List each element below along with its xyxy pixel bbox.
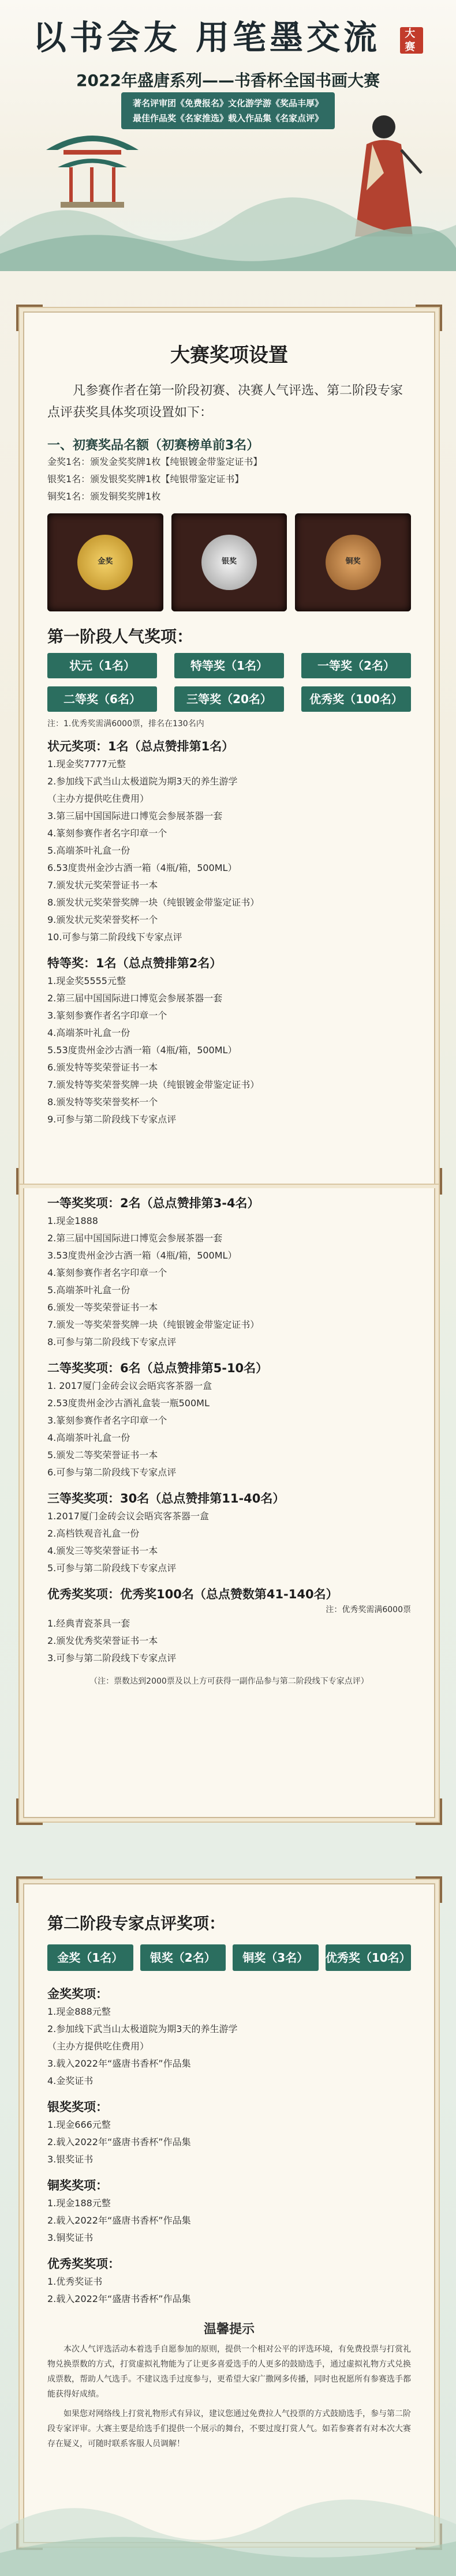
award-line: 7.颁发一等奖荣誉奖牌一块（纯银镀金带鉴定证书） <box>47 1319 260 1330</box>
award-line: 4.篆刻参赛作者名字印章一个 <box>47 1267 167 1278</box>
stage2-tier-grid <box>47 1944 411 1971</box>
award-line: 7.颁发状元奖荣誉证书一本 <box>47 880 158 891</box>
initial-award-line: 金奖1名：颁发金奖奖牌1枚【纯银镀金带鉴定证书】 <box>47 456 263 467</box>
award-line: 8.可参与第二阶段线下专家点评 <box>47 1336 177 1347</box>
award-line: 5.颁发二等奖荣誉证书一本 <box>47 1450 158 1460</box>
silver-award-heading: 银奖奖项： <box>47 2100 108 2114</box>
tier-badge: 银奖（2名） <box>140 1944 226 1971</box>
award-line: 8.颁发状元奖荣誉奖牌一块（纯银镀金带鉴定证书） <box>47 897 260 908</box>
award-line: 3.篆刻参赛作者名字印章一个 <box>47 1010 167 1021</box>
mountain-scenery <box>0 156 456 271</box>
top-award-heading: 状元奖项：1名（总点赞排第1名） <box>47 739 234 753</box>
award-line: 9.可参与第二阶段线下专家点评 <box>47 1114 177 1125</box>
tier-badge: 金奖（1名） <box>47 1944 133 1971</box>
award-line: 3.铜奖证书 <box>47 2232 94 2243</box>
awards-title: 大赛奖项设置 <box>170 344 288 367</box>
medal-showcase <box>47 513 411 611</box>
award-line: 2.载入2022年“盛唐书香杯”作品集 <box>47 2215 191 2226</box>
award-line: 2.53度贵州金沙古酒礼盒装一瓶500ML <box>47 1398 210 1409</box>
corner-ornament <box>416 305 442 331</box>
awards-panel-continued <box>23 1188 435 1818</box>
bronze-award-heading: 铜奖奖项： <box>47 2179 108 2192</box>
corner-ornament <box>16 1876 43 1903</box>
bottom-mountain-scenery <box>0 2426 456 2576</box>
corner-ornament <box>16 305 43 331</box>
tier-badge: 状元（1名） <box>47 653 157 678</box>
award-line: 4.高端茶叶礼盒一份 <box>47 1027 130 1038</box>
award-line: 5.高端茶叶礼盒一份 <box>47 1285 130 1295</box>
award-line: 3.篆刻参赛作者名字印章一个 <box>47 1415 167 1426</box>
corner-ornament <box>416 1876 442 1903</box>
event-title: 2022年盛唐系列——书香杯全国书画大赛 <box>76 71 380 90</box>
award-line: 10.可参与第二阶段线下专家点评 <box>47 932 182 942</box>
tier-badge: 一等奖（2名） <box>301 653 411 678</box>
award-line: 4.篆刻参赛作者名字印章一个 <box>47 828 167 839</box>
award-line: 3.53度贵州金沙古酒一箱（4瓶/箱，500ML） <box>47 1250 237 1261</box>
award-line: 1.经典青瓷茶具一套 <box>47 1618 130 1629</box>
stage1-heading: 第一阶段人气奖项： <box>47 627 193 646</box>
award-line: 2.参加线下武当山太极道院为期3天的养生游学 <box>47 776 238 787</box>
bronze-medal-image: 铜奖 <box>295 513 411 611</box>
award-line: 2.颁发优秀奖荣誉证书一本 <box>47 1635 158 1646</box>
gold-award-heading: 金奖奖项： <box>47 1987 108 2001</box>
award-line: 1.现金1888 <box>47 1215 98 1226</box>
award-line: 1.现金888元整 <box>47 2006 111 2017</box>
award-line: 3.银奖证书 <box>47 2154 94 2165</box>
excellent-award-heading: 优秀奖奖项：优秀奖100名（总点赞数第41-140名） <box>47 1587 338 1601</box>
award-line: 6.53度贵州金沙古酒一箱（4瓶/箱，500ML） <box>47 862 237 873</box>
award-line: 1.现金666元整 <box>47 2119 111 2130</box>
tier-badge: 铜奖（3名） <box>233 1944 319 1971</box>
tier-note: 注：1.优秀奖需满6000票，排名在130名内 <box>47 719 204 729</box>
excellent-note: 注：优秀奖需满6000票 <box>326 1605 411 1614</box>
stage1-tier-grid <box>47 653 411 712</box>
initial-award-line: 铜奖1名：颁发铜奖奖牌1枚 <box>47 491 161 502</box>
award-line: 1.现金奖5555元整 <box>47 975 126 986</box>
award-line: 6.可参与第二阶段线下专家点评 <box>47 1467 177 1478</box>
award-line: 2.参加线下武当山太极道院为期3天的养生游学 <box>47 2023 238 2034</box>
award-line: （主办方提供吃住费用） <box>47 2041 149 2052</box>
excellent-footnote: （注：票数达到2000票及以上方可获得一副作品参与第二阶段线下专家点评） <box>89 1677 369 1686</box>
calligraphy-text: 以书会友 用笔墨交流 <box>32 18 380 57</box>
initial-awards-heading: 一、初赛奖品名额（初赛榜单前3名） <box>47 438 260 453</box>
initial-award-line: 银奖1名：颁发银奖奖牌1枚【纯银带鉴定证书】 <box>47 474 244 485</box>
award-line: 3.第三届中国国际进口博览会参展茶器一套 <box>47 810 223 821</box>
info-line-1: 著名评审团《免费报名》文化游学游《奖品丰厚》 <box>132 98 323 108</box>
award-line: 2.第三届中国国际进口博览会参展茶器一套 <box>47 1233 223 1244</box>
silver-medal-image: 银奖 <box>171 513 287 611</box>
award-line: 5.53度贵州金沙古酒一箱（4瓶/箱，500ML） <box>47 1045 237 1056</box>
award-line: 1.2017厦门金砖会议会晤宾客茶器一盒 <box>47 1511 209 1522</box>
tips-title: 温馨提示 <box>203 2322 255 2337</box>
awards-panel <box>23 311 435 1188</box>
second-award-heading: 二等奖奖项：6名（总点赞排第5-10名） <box>47 1361 268 1375</box>
award-line: 1. 2017厦门金砖会议会晤宾客茶器一盒 <box>47 1380 212 1391</box>
award-line: 2.载入2022年“盛唐书香杯”作品集 <box>47 2293 191 2304</box>
tier-badge: 二等奖（6名） <box>47 686 157 712</box>
award-line: 1.现金奖7777元整 <box>47 758 126 769</box>
tier-badge: 特等奖（1名） <box>174 653 284 678</box>
award-line: 2.高档铁观音礼盒一份 <box>47 1528 140 1539</box>
tier-badge: 优秀奖（100名） <box>301 686 411 712</box>
award-line: 8.颁发特等奖荣誉奖杯一个 <box>47 1097 158 1107</box>
excellent2-award-heading: 优秀奖奖项： <box>47 2257 120 2271</box>
award-line: 6.颁发特等奖荣誉证书一本 <box>47 1062 158 1073</box>
award-line: 1.优秀奖证书 <box>47 2276 103 2287</box>
special-award-heading: 特等奖：1名（总点赞排第2名） <box>47 956 222 970</box>
award-line: 9.颁发状元奖荣誉奖杯一个 <box>47 914 158 925</box>
tier-badge: 三等奖（20名） <box>174 686 284 712</box>
award-line: 5.高端茶叶礼盒一份 <box>47 845 130 856</box>
award-line: 4.颁发三等奖荣誉证书一本 <box>47 1545 158 1556</box>
corner-ornament <box>16 1798 43 1825</box>
award-line: 2.第三届中国国际进口博览会参展茶器一套 <box>47 993 223 1004</box>
award-line: （主办方提供吃住费用） <box>47 793 149 804</box>
award-line: 3.可参与第二阶段线下专家点评 <box>47 1653 177 1663</box>
tips-paragraph: 本次人气评选活动本着选手自愿参加的原则，提供一个相对公平的评选环境，有免费投票与打赏礼物兑换票数的方式，打赏虚拟礼物能为了让更多喜爱选手的人更多的鼓励选手，通过虚拟礼物方式兑换成票数，帮助人气选手。不建议选手过度参与，更希望大家广撒网多传播，同时也祝愿所有参赛选手都能获得好成绩。 <box>47 2345 411 2399</box>
calligraphy-title <box>0 10 456 59</box>
award-line: 4.金奖证书 <box>47 2075 94 2086</box>
tier-badge: 优秀奖（10名） <box>326 1944 412 1971</box>
award-line: 2.载入2022年“盛唐书香杯”作品集 <box>47 2136 191 2147</box>
header-banner <box>0 0 456 271</box>
award-line: 3.载入2022年“盛唐书香杯”作品集 <box>47 2058 191 2069</box>
info-line-2: 最佳作品奖《名家推选》载入作品集《名家点评》 <box>132 113 323 123</box>
award-line: 1.现金188元整 <box>47 2198 111 2209</box>
event-info-box <box>121 92 335 129</box>
gold-medal-image: 金奖 <box>47 513 163 611</box>
award-line: 4.高端茶叶礼盒一份 <box>47 1432 130 1443</box>
tips-paragraph: 如果您对网络线上打赏礼物形式有异议，建议您通过免费拉人气投票的方式鼓励选手，参与第二阶段专家评审。大赛主要是给选手们提供一个展示的舞台，不要过度打赏人气。如若参赛者有对本次大赛存在疑义，可随时联系客服人员调解！ <box>47 2409 411 2449</box>
red-seal-stamp: 大赛 <box>400 27 423 54</box>
third-award-heading: 三等奖奖项：30名（总点赞排第11-40名） <box>47 1492 285 1505</box>
first-award-heading: 一等奖奖项：2名（总点赞排第3-4名） <box>47 1196 260 1210</box>
award-line: 6.颁发一等奖荣誉证书一本 <box>47 1302 158 1313</box>
stage2-title: 第二阶段专家点评奖项： <box>47 1914 226 1933</box>
award-line: 7.颁发特等奖荣誉奖牌一块（纯银镀金带鉴定证书） <box>47 1079 260 1090</box>
award-line: 5.可参与第二阶段线下专家点评 <box>47 1563 177 1574</box>
corner-ornament <box>416 1798 442 1825</box>
awards-intro: 凡参赛作者在第一阶段初赛、决赛人气评选、第二阶段专家点评获奖具体奖项设置如下： <box>47 384 403 420</box>
